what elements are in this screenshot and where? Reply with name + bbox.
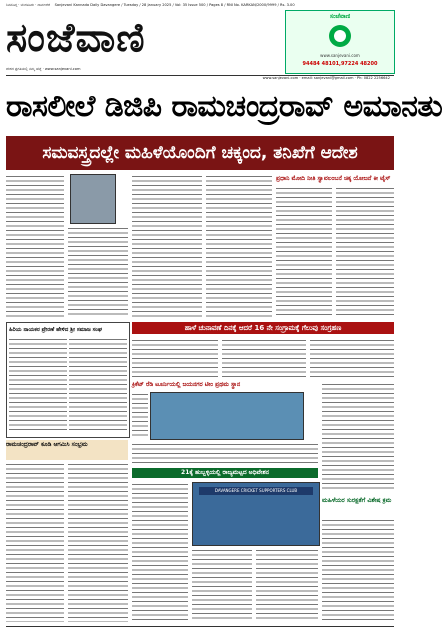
left-bottom-column-1 bbox=[6, 462, 64, 622]
center-story-column-2 bbox=[222, 338, 306, 378]
left-middle-story bbox=[6, 322, 130, 438]
lead-story-column-2 bbox=[68, 226, 128, 318]
left-middle-column-1 bbox=[9, 337, 67, 433]
left-middle-column-2 bbox=[69, 337, 127, 433]
right-top-column-1 bbox=[276, 186, 332, 318]
bottom-right-column bbox=[322, 518, 394, 622]
bottom-center-column-2 bbox=[192, 548, 252, 622]
event-photo bbox=[192, 482, 320, 546]
cricket-side-text bbox=[132, 392, 148, 438]
ad-logo-icon bbox=[326, 23, 354, 49]
main-headline: ರಾಸಲೀಲೆ ಡಿಜಿಪಿ ರಾಮಚಂದ್ರರಾವ್ ಅಮಾನತು bbox=[6, 89, 442, 124]
bottom-center-column-3 bbox=[256, 548, 318, 622]
left-middle-heading: ಹಿರಿಯ ನಾಯಕರ ಪ್ರೇರಣೆ ಹೇಳಿದ ಶ್ರೀ ಸಮಾಜ ಸಂಘ bbox=[9, 327, 103, 333]
left-bottom-heading: ರಾಮಚಂದ್ರರಾವ್ ಕೂಡಿ ಆಗಮಿಸಿ ಸಂಭ್ರಮ bbox=[6, 440, 128, 460]
cricket-caption bbox=[132, 442, 318, 464]
masthead-website-line: www.sanjevani.com · email: sanjevani@gmail.com · Ph: 0822 2256642 bbox=[262, 76, 390, 80]
left-bottom-column-2 bbox=[68, 462, 128, 622]
right-middle-column bbox=[322, 382, 394, 492]
masthead-top-line bbox=[6, 3, 394, 9]
lead-story-column-4 bbox=[206, 174, 272, 318]
page-bottom-rule bbox=[6, 626, 394, 627]
cricket-heading: ಕ್ರಿಕೆಟ್ ರೆಡಿ ಟೂರ್ನಿಯಲ್ಲಿ ಜಯನಗರ ಟೀಂ ಪ್ರಥಮ ಸ್ಥಾನ bbox=[132, 381, 241, 388]
masthead-top-center: Sanjevani Kannada Daily Davangere / Tuesday / 28 January 2025 / Vol: 35 Issue 500 / Pages 8 / RNI No. KARKAN/2000/9999 / Rs. 3.00 bbox=[54, 3, 295, 7]
cricket-team-photo bbox=[150, 392, 304, 440]
masthead-tagline: ದೇಶದ ಪ್ರಗತಿಯಲ್ಲಿ ನಮ್ಮ ಹೆಜ್ಜೆ · www.sanjevani.com bbox=[6, 67, 81, 71]
lead-story-column-3 bbox=[132, 174, 202, 318]
ad-phone: 94484 48101,97224 48200 bbox=[302, 61, 378, 67]
dgp-photo bbox=[70, 174, 116, 224]
masthead-top-left: ಶಿವಮೊಗ್ಗ · ಬೆಂಗಳೂರು · ದಾವಣಗೆರೆ bbox=[6, 3, 51, 7]
bottom-center-heading: 21ಕ್ಕೆ ಹುಬ್ಬಳ್ಳಿಯಲ್ಲಿ ರಾಜ್ಯಮಟ್ಟದ ಅಧಿವೇಶನ bbox=[132, 468, 318, 478]
bottom-center-column-1 bbox=[132, 482, 188, 622]
ad-title: ಸಂಜೆವಾಣಿ bbox=[329, 13, 351, 20]
right-top-column-2 bbox=[336, 186, 394, 318]
ad-url: www.sanjevani.com bbox=[320, 53, 360, 58]
right-top-heading: ಪ್ರಧಾನಿ ಮೋದಿ ನೀತಿ ಸ್ವಾವಲಂಬನೆ ಚಿಕ್ಕ ಯೋಜನೆ ಕೀ ಟೈಸ್ bbox=[276, 175, 391, 182]
middle-red-band: ಹಾಳೆ ಚುನಾವಣೆ ದಿನಕ್ಕೆ ಆದರೆ 16 ನೇ ಸಂಗ್ರಾಮಕ್ಕೆ ಗೆಲುವು ಸಂಗ್ರಹಣ bbox=[132, 322, 394, 334]
main-subhead: ಸಮವಸ್ತ್ರದಲ್ಲೇ ಮಹಿಳೆಯೊಂದಿಗೆ ಚಕ್ಕಂದ, ತನಿಖೆಗೆ ಆದೇಶ bbox=[6, 136, 394, 170]
center-story-column-3 bbox=[310, 338, 394, 378]
header-advertisement bbox=[285, 10, 395, 74]
newspaper-logo: ಸಂಜೆವಾಣಿ bbox=[6, 14, 146, 61]
event-banner: DAVANGERE CRICKET SUPPORTERS CLUB bbox=[199, 487, 313, 495]
center-story-column-1 bbox=[132, 338, 218, 378]
lead-story-column-1 bbox=[6, 174, 64, 318]
bottom-right-heading: ಮಹಿಳೆಯರ ಸುರಕ್ಷತೆಗೆ ವಿಶೇಷ ಕ್ರಮ bbox=[322, 497, 392, 504]
